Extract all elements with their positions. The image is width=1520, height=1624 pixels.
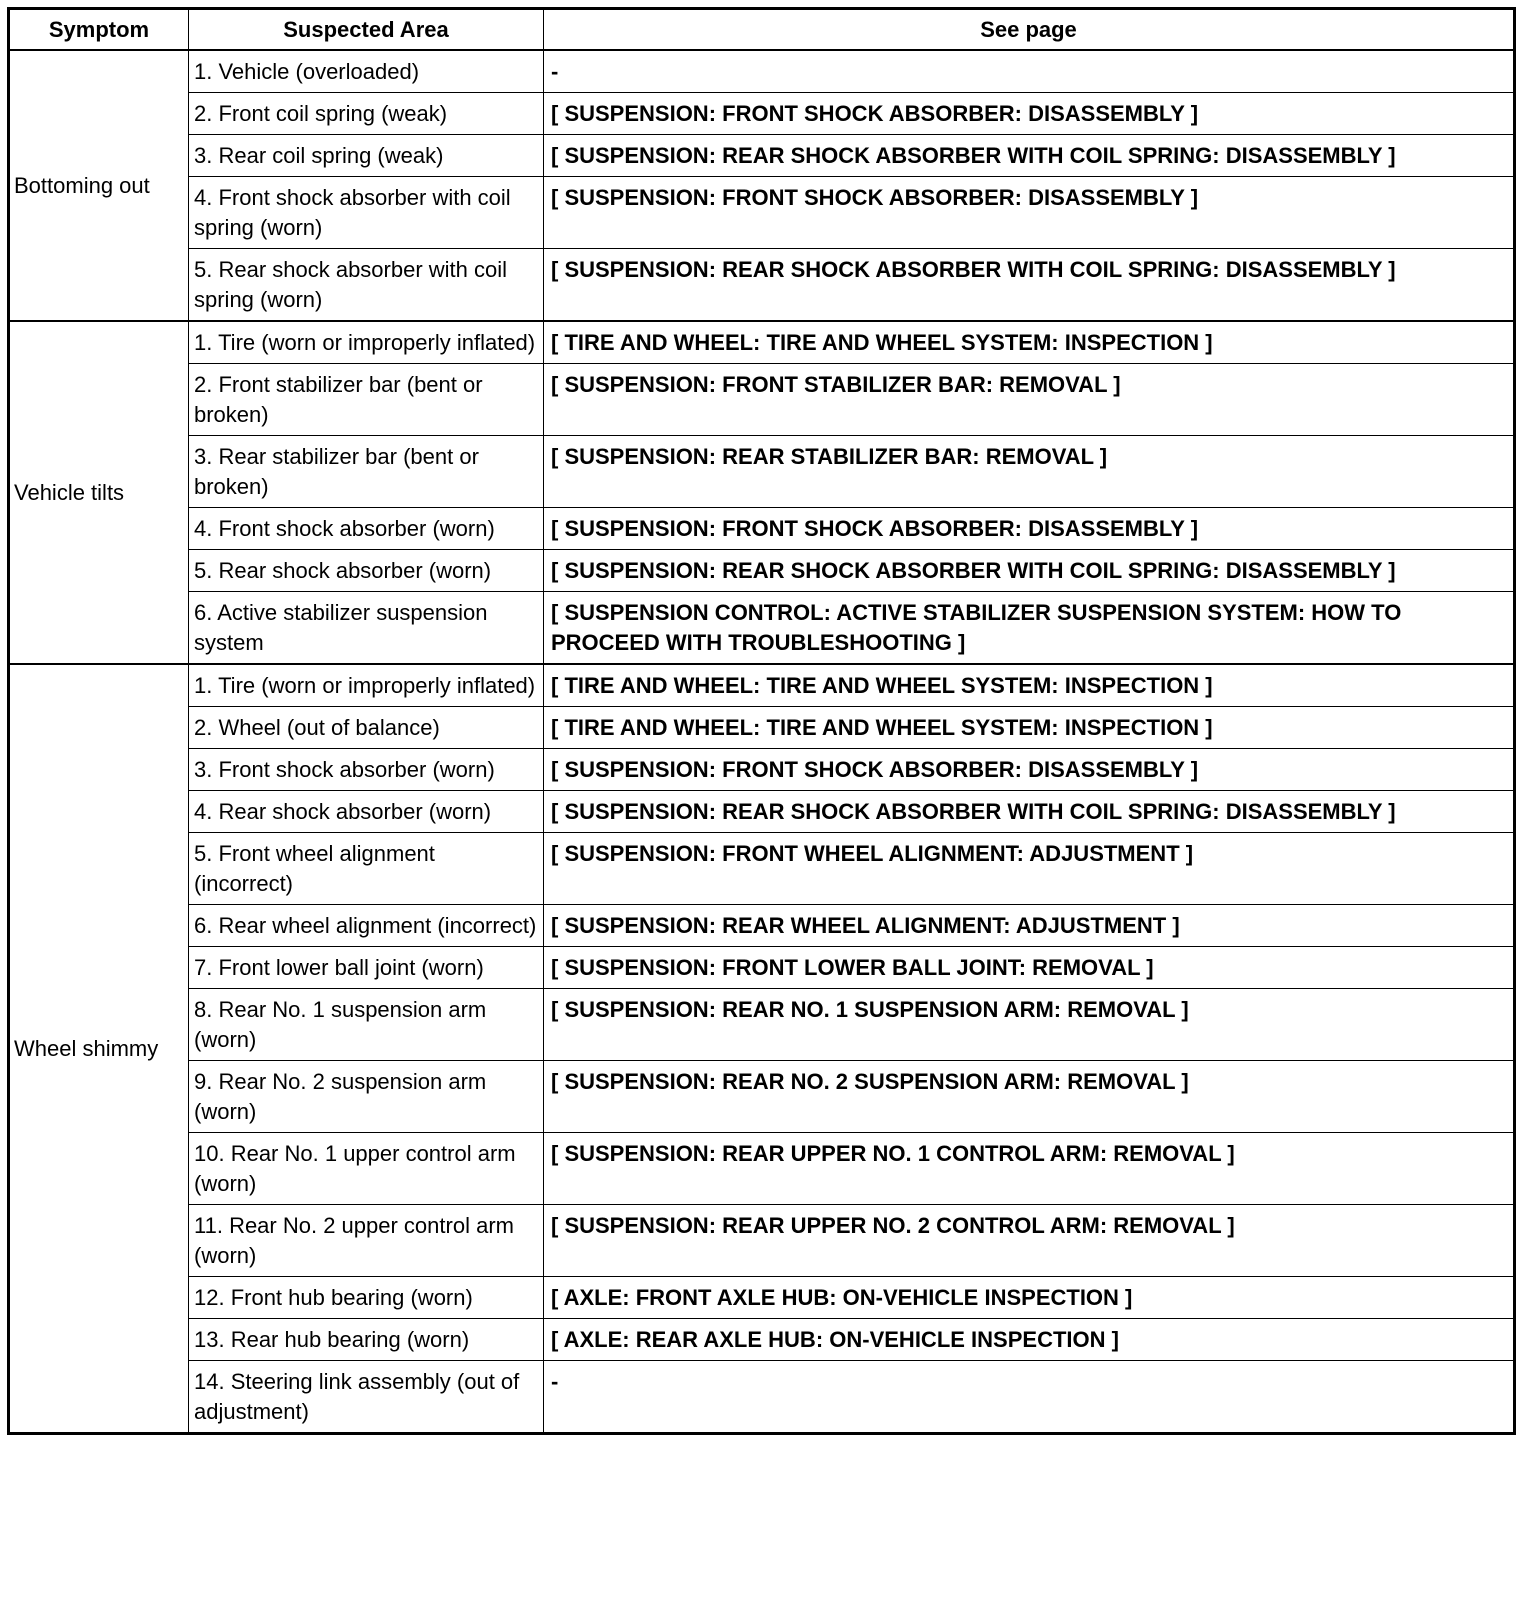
see-page-cell: [ SUSPENSION: REAR SHOCK ABSORBER WITH COIL SPRING: DISASSEMBLY ] — [544, 791, 1515, 833]
table-row — [9, 135, 1515, 177]
suspected-area-cell: 4. Rear shock absorber (worn) — [189, 791, 544, 833]
see-page-cell: [ SUSPENSION: REAR STABILIZER BAR: REMOVAL ] — [544, 436, 1515, 508]
table-row — [9, 50, 1515, 93]
suspected-area-cell: 11. Rear No. 2 upper control arm (worn) — [189, 1205, 544, 1277]
see-page-cell: [ SUSPENSION: REAR SHOCK ABSORBER WITH COIL SPRING: DISASSEMBLY ] — [544, 135, 1515, 177]
table-row — [9, 1361, 1515, 1434]
see-page-cell: [ SUSPENSION: REAR SHOCK ABSORBER WITH COIL SPRING: DISASSEMBLY ] — [544, 249, 1515, 322]
see-page-cell: [ SUSPENSION: FRONT SHOCK ABSORBER: DISASSEMBLY ] — [544, 749, 1515, 791]
table-row — [9, 791, 1515, 833]
table-row — [9, 592, 1515, 665]
table-row — [9, 749, 1515, 791]
see-page-cell: [ SUSPENSION: FRONT WHEEL ALIGNMENT: ADJUSTMENT ] — [544, 833, 1515, 905]
table-row — [9, 364, 1515, 436]
see-page-cell: - — [544, 1361, 1515, 1434]
suspected-area-cell: 6. Active stabilizer suspension system — [189, 592, 544, 665]
table-row — [9, 1133, 1515, 1205]
suspected-area-cell: 3. Front shock absorber (worn) — [189, 749, 544, 791]
table-row — [9, 947, 1515, 989]
see-page-cell: [ AXLE: REAR AXLE HUB: ON-VEHICLE INSPECTION ] — [544, 1319, 1515, 1361]
see-page-cell: [ TIRE AND WHEEL: TIRE AND WHEEL SYSTEM: INSPECTION ] — [544, 321, 1515, 364]
suspected-area-cell: 9. Rear No. 2 suspension arm (worn) — [189, 1061, 544, 1133]
table-row — [9, 707, 1515, 749]
suspected-area-cell: 1. Vehicle (overloaded) — [189, 50, 544, 93]
suspected-area-cell: 4. Front shock absorber with coil spring (worn) — [189, 177, 544, 249]
suspected-area-cell: 6. Rear wheel alignment (incorrect) — [189, 905, 544, 947]
suspected-area-cell: 14. Steering link assembly (out of adjustment) — [189, 1361, 544, 1434]
table-row — [9, 905, 1515, 947]
suspected-area-cell: 1. Tire (worn or improperly inflated) — [189, 664, 544, 707]
header-symptom: Symptom — [9, 9, 189, 51]
see-page-cell: [ SUSPENSION: FRONT SHOCK ABSORBER: DISASSEMBLY ] — [544, 508, 1515, 550]
symptom-cell: Bottoming out — [9, 50, 189, 321]
see-page-cell: [ AXLE: FRONT AXLE HUB: ON-VEHICLE INSPECTION ] — [544, 1277, 1515, 1319]
see-page-cell: [ SUSPENSION: FRONT LOWER BALL JOINT: REMOVAL ] — [544, 947, 1515, 989]
table-row — [9, 1277, 1515, 1319]
table-row — [9, 249, 1515, 322]
suspected-area-cell: 1. Tire (worn or improperly inflated) — [189, 321, 544, 364]
suspected-area-cell: 13. Rear hub bearing (worn) — [189, 1319, 544, 1361]
see-page-cell: [ TIRE AND WHEEL: TIRE AND WHEEL SYSTEM: INSPECTION ] — [544, 664, 1515, 707]
table-row — [9, 177, 1515, 249]
table-row — [9, 1319, 1515, 1361]
suspected-area-cell: 2. Front coil spring (weak) — [189, 93, 544, 135]
table-row — [9, 93, 1515, 135]
troubleshooting-table — [7, 7, 1516, 1435]
suspected-area-cell: 3. Rear stabilizer bar (bent or broken) — [189, 436, 544, 508]
header-see-page: See page — [544, 9, 1515, 51]
see-page-cell: [ SUSPENSION: REAR UPPER NO. 2 CONTROL ARM: REMOVAL ] — [544, 1205, 1515, 1277]
table-row — [9, 989, 1515, 1061]
suspected-area-cell: 12. Front hub bearing (worn) — [189, 1277, 544, 1319]
table-row — [9, 1205, 1515, 1277]
suspected-area-cell: 5. Rear shock absorber (worn) — [189, 550, 544, 592]
suspected-area-cell: 4. Front shock absorber (worn) — [189, 508, 544, 550]
suspected-area-cell: 5. Rear shock absorber with coil spring (worn) — [189, 249, 544, 322]
see-page-cell: - — [544, 50, 1515, 93]
see-page-cell: [ SUSPENSION CONTROL: ACTIVE STABILIZER SUSPENSION SYSTEM: HOW TO PROCEED WITH TROUBLESHOOTING ] — [544, 592, 1515, 665]
suspected-area-cell: 3. Rear coil spring (weak) — [189, 135, 544, 177]
see-page-cell: [ SUSPENSION: REAR WHEEL ALIGNMENT: ADJUSTMENT ] — [544, 905, 1515, 947]
table-row — [9, 664, 1515, 707]
see-page-cell: [ SUSPENSION: REAR SHOCK ABSORBER WITH COIL SPRING: DISASSEMBLY ] — [544, 550, 1515, 592]
see-page-cell: [ SUSPENSION: REAR NO. 1 SUSPENSION ARM: REMOVAL ] — [544, 989, 1515, 1061]
see-page-cell: [ TIRE AND WHEEL: TIRE AND WHEEL SYSTEM: INSPECTION ] — [544, 707, 1515, 749]
suspected-area-cell: 5. Front wheel alignment (incorrect) — [189, 833, 544, 905]
symptom-cell: Vehicle tilts — [9, 321, 189, 664]
see-page-cell: [ SUSPENSION: REAR NO. 2 SUSPENSION ARM: REMOVAL ] — [544, 1061, 1515, 1133]
table-row — [9, 550, 1515, 592]
table-row — [9, 833, 1515, 905]
suspected-area-cell: 8. Rear No. 1 suspension arm (worn) — [189, 989, 544, 1061]
header-row — [9, 9, 1515, 51]
suspected-area-cell: 2. Front stabilizer bar (bent or broken) — [189, 364, 544, 436]
table-row — [9, 508, 1515, 550]
table-row — [9, 1061, 1515, 1133]
header-suspected-area: Suspected Area — [189, 9, 544, 51]
table-row — [9, 436, 1515, 508]
suspected-area-cell: 2. Wheel (out of balance) — [189, 707, 544, 749]
table-row — [9, 321, 1515, 364]
see-page-cell: [ SUSPENSION: FRONT SHOCK ABSORBER: DISASSEMBLY ] — [544, 93, 1515, 135]
table-header — [9, 9, 1515, 51]
see-page-cell: [ SUSPENSION: FRONT SHOCK ABSORBER: DISASSEMBLY ] — [544, 177, 1515, 249]
table-body — [9, 50, 1515, 1434]
see-page-cell: [ SUSPENSION: FRONT STABILIZER BAR: REMOVAL ] — [544, 364, 1515, 436]
see-page-cell: [ SUSPENSION: REAR UPPER NO. 1 CONTROL ARM: REMOVAL ] — [544, 1133, 1515, 1205]
suspected-area-cell: 7. Front lower ball joint (worn) — [189, 947, 544, 989]
suspected-area-cell: 10. Rear No. 1 upper control arm (worn) — [189, 1133, 544, 1205]
symptom-cell: Wheel shimmy — [9, 664, 189, 1434]
